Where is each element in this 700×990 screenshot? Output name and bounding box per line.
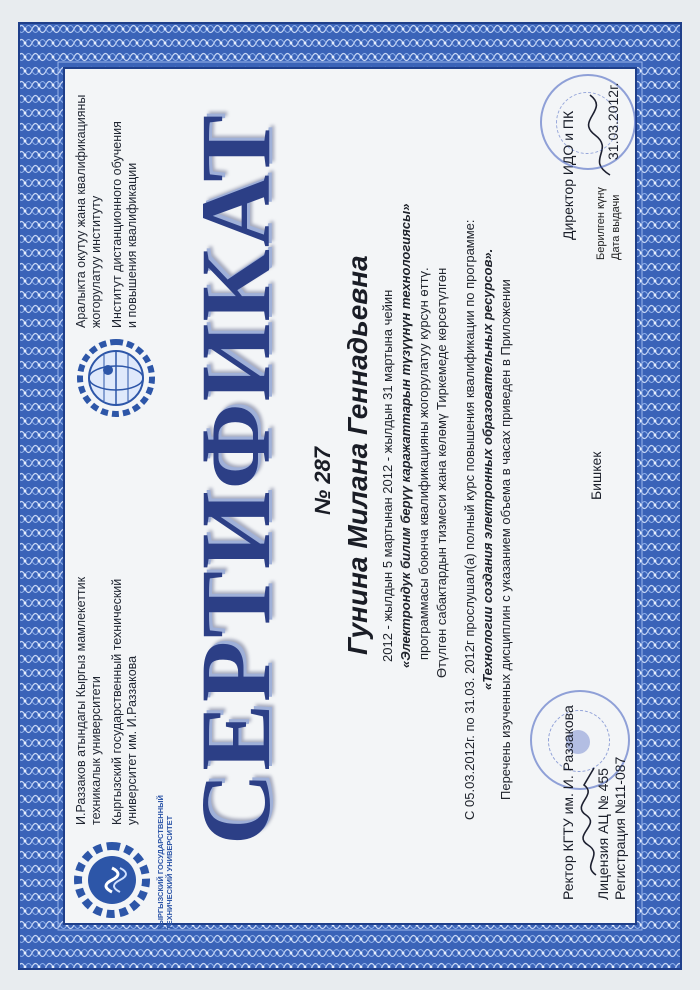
institute-name-kg: Аралыкта окутуу жана квалификацияны жогорулатуу институту <box>74 94 103 328</box>
body-ru-dates: С 05.03.2012г. по 31.03. 2012г прослушал(а) полный курс повышения квалификации по программе: <box>462 219 477 820</box>
body-kg-dates: 2012 - жылдын 5 мартынан 2012 - жылдын 31 мартына чейин <box>380 289 395 662</box>
university-name-ru: Кыргызский государственный технический университет им. И.Раззакова <box>110 578 139 825</box>
kstu-logo-caption: КЫРГЫЗСКИЙ ГОСУДАРСТВЕННЫЙ ТЕХНИЧЕСКИЙ УНИВЕРСИТЕТ <box>156 795 174 930</box>
kstu-logo-icon <box>72 840 152 920</box>
city-name: Бишкек <box>588 451 604 500</box>
body-ru-course: «Технологии создания электронных образовательных ресурсов». <box>480 248 495 690</box>
director-label: Директор ИДО и ПК <box>560 110 576 240</box>
issue-date-label-kg: Берилген күнү <box>595 187 607 260</box>
body-ru-appendix: Перечень изученных дисциплин с указанием объема в часах приведен в Приложении <box>498 279 513 800</box>
institute-seal <box>540 74 636 170</box>
registration-number: Регистрация №11-087 <box>612 756 628 900</box>
body-kg-course: «Электрондук билим берүү каражаттарын түзүүнүн технологиясы» <box>398 203 413 668</box>
body-kg-list: Өтүлгөн сабактардын тизмеси жана көлөмү Тиркемеде көрсөтүлгөн <box>434 267 449 678</box>
holder-name: Гунина Милана Геннадьевна <box>342 255 373 655</box>
university-name-kg: И.Раззаков атындагы Кыргыз мамлекеттик техникалык университети <box>74 576 103 825</box>
rector-label: Ректор КГТУ им. И. Раззакова <box>560 705 576 900</box>
institute-name-ru: Институт дистанционного обучения и повышения квалификации <box>110 121 139 328</box>
issue-date: 31.03.2012г. <box>605 82 621 160</box>
license-number: Лицензия АЦ № 455 <box>595 768 611 900</box>
certificate-title: СЕРТИФИКАТ <box>180 112 291 845</box>
certificate-content <box>60 50 640 940</box>
institute-globe-logo-icon <box>74 336 158 420</box>
certificate-number: № 287 <box>310 446 335 515</box>
body-kg-program: программасы боюнча квалификацияны жогорулатуу курсун өттү. <box>416 267 431 660</box>
issue-date-label-ru: Дата выдачи <box>610 194 622 260</box>
